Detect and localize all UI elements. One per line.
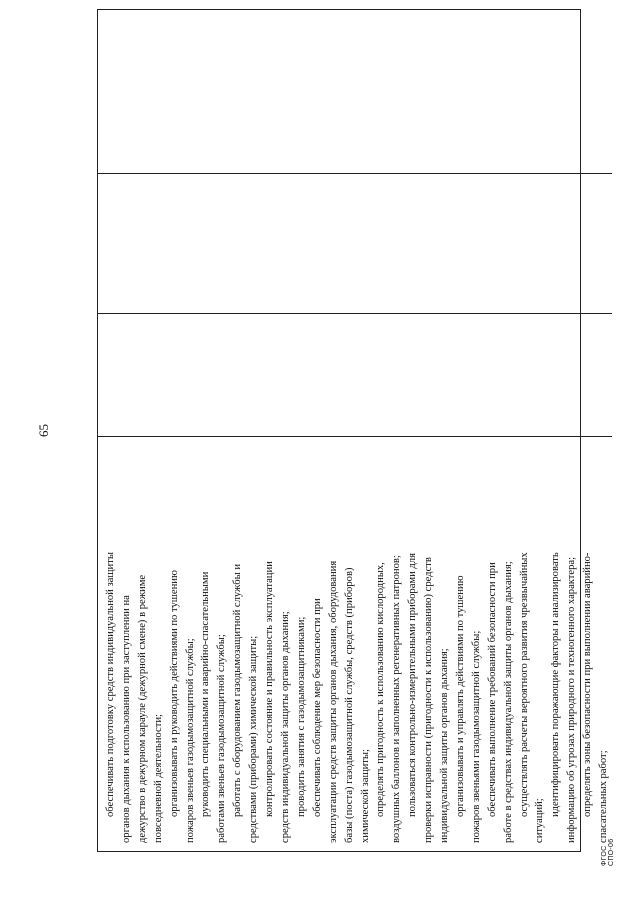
table-text-line: информацию об угрозах природного и техногенного характера;: [566, 556, 578, 843]
table-text-line: средств индивидуальной защиты органов дыхания;: [279, 611, 291, 843]
table-text-line: дежурство в дежурном карауле (дежурной смене) в режиме: [136, 574, 148, 843]
table-text-line: обеспечивать подготовку средств индивидуальной защиты: [105, 552, 116, 817]
table-text-line: определять пригодность к использованию кислородных,: [375, 562, 387, 817]
table-text-line: организовывать и управлять действиями по тушению: [454, 575, 466, 817]
competency-table: [97, 9, 610, 852]
table-text-line: проводить занятия с газодымозащитниками;: [295, 616, 307, 817]
table-text-line: пожаров звеньев газодымозащитной службы;: [184, 638, 196, 843]
page-number: 65: [36, 424, 51, 437]
table-text-line: пожаров звеньями газодымозащитной службы;: [470, 630, 482, 843]
table-text-line: повседневной деятельности;: [152, 714, 164, 843]
empty-column-2: [98, 313, 612, 436]
table-text-line: химической защиты;: [359, 749, 371, 843]
table-text-line: работами звеньев газодымозащитной службы;: [216, 634, 228, 843]
table-text-line: организовывать и руководить действиями по тушению: [168, 570, 180, 817]
table-text-line: эксплуатации средств защиты органов дыхания, оборудования: [327, 560, 339, 843]
table-text-line: индивидуальной защиты органов дыхания;: [439, 648, 451, 843]
table-text-line: определять зоны безопасности при выполнении аварийно-: [582, 552, 594, 817]
empty-column-3: [98, 173, 612, 313]
table-text-line: базы (поста) газодымозащитной службы, средств (приборов): [343, 567, 355, 843]
rotated-table-wrapper: [97, 9, 610, 852]
table-text-line: проверки исправности (пригодности к использованию) средств: [423, 557, 435, 843]
table-text-line: органов дыхания к использованию при заступлении на: [120, 595, 132, 843]
table-text-line: идентифицировать поражающие факторы и анализировать: [550, 552, 562, 817]
empty-column-4: [98, 10, 612, 173]
table-text-line: осуществлять расчеты вероятного развития чрезвычайных: [518, 552, 530, 817]
footer-code: ФГОС СПО-06: [601, 838, 615, 866]
table-text-line: контролировать состояние и правильность эксплуатации: [264, 561, 276, 817]
skills-text-cell: [98, 436, 612, 851]
table-text-line: средствами (приборами) химической защиты;: [248, 635, 260, 843]
table-text-line: работать с оборудованием газодымозащитной службы и: [232, 563, 244, 817]
table-text-line: воздушных баллонов и заполненных регенеративных патронов;: [391, 555, 403, 843]
table-text-line: обеспечивать выполнение требований безопасности при: [486, 562, 498, 817]
table-text-line: работе в средствах индивидуальной защиты органов дыхания;: [502, 561, 514, 843]
table-text-line: спасательных работ;: [598, 750, 610, 843]
table-text-line: обеспечивать соблюдение мер безопасности при: [311, 598, 323, 817]
table-text-line: пользоваться контрольно-измерительными приборами для: [407, 553, 419, 817]
table-text-line: ситуаций;: [534, 798, 546, 843]
table-text-line: руководить специальными и аварийно-спасательными: [200, 571, 212, 817]
